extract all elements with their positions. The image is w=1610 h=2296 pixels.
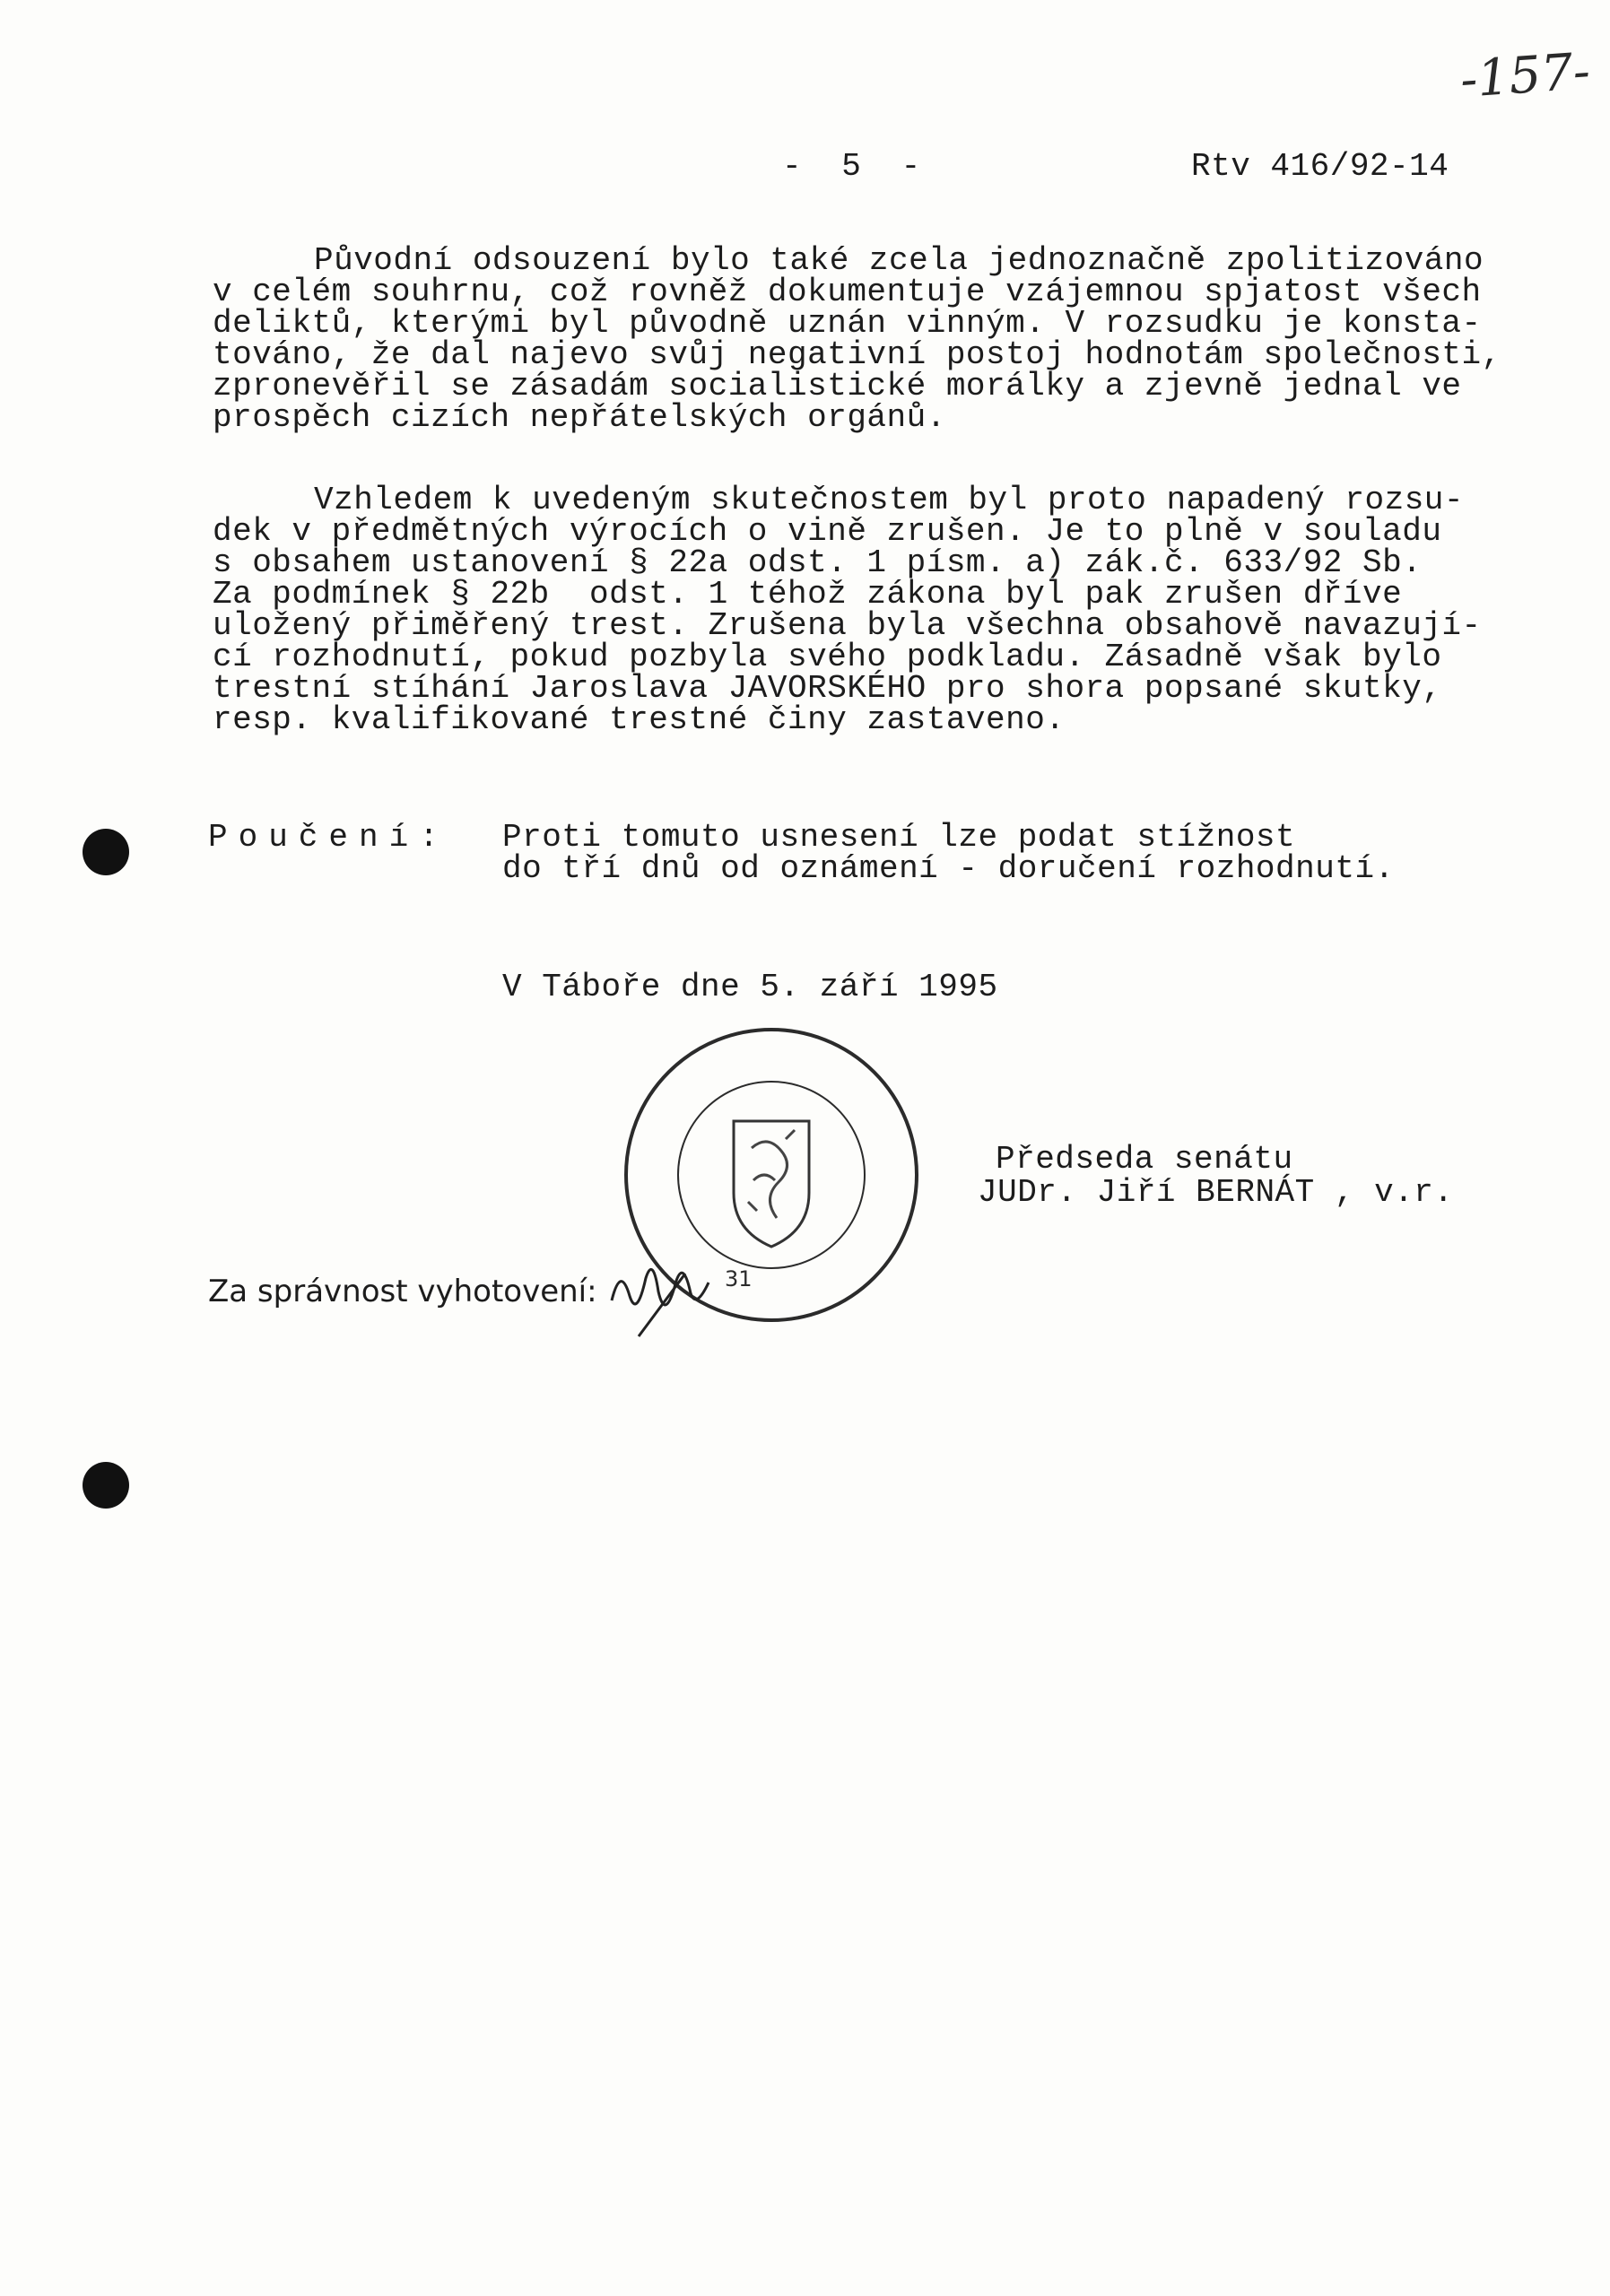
paragraph-2	[213, 482, 1482, 738]
signature-role: Předseda senátu	[996, 1141, 1293, 1178]
text-line: v celém souhrnu, což rovněž dokumentuje vzájemnou spjatost všech	[213, 274, 1482, 310]
page-number: - 5 -	[782, 148, 921, 185]
text-line: prospěch cizích nepřátelských orgánů.	[213, 399, 946, 436]
text-line: trestní stíhání Jaroslava JAVORSKÉHO pro shora popsané skutky,	[213, 670, 1442, 707]
text-line: Původní odsouzení bylo také zcela jednoznačně zpolitizováno	[314, 242, 1484, 279]
text-line: deliktů, kterými byl původně uznán vinným. V rozsudku je konsta-	[213, 305, 1482, 342]
text-line: do tří dnů od oznámení - doručení rozhodnutí.	[502, 850, 1395, 887]
certification-label: Za správnost vyhotovení:	[208, 1274, 597, 1309]
text-line: uložený přiměřený trest. Zrušena byla všechna obsahově navazují-	[213, 607, 1482, 644]
paragraph-1	[213, 242, 1501, 436]
signature-scribble-icon	[603, 1238, 746, 1345]
punch-hole-icon	[83, 1462, 129, 1509]
instruction-label: Poučení:	[208, 819, 449, 856]
text-line: dek v předmětných výrocích o vině zrušen. Je to plně v souladu	[213, 513, 1442, 550]
text-line: Za podmínek § 22b odst. 1 téhož zákona byl pak zrušen dříve	[213, 576, 1403, 613]
place-date: V Táboře dne 5. září 1995	[502, 969, 998, 1005]
text-line: cí rozhodnutí, pokud pozbyla svého podkladu. Zásadně však bylo	[213, 639, 1442, 675]
text-line: Proti tomuto usnesení lze podat stížnost	[502, 819, 1296, 856]
text-line: Vzhledem k uvedeným skutečnostem byl proto napadený rozsu-	[314, 482, 1465, 518]
text-line: s obsahem ustanovení § 22a odst. 1 písm. a) zák.č. 633/92 Sb.	[213, 544, 1423, 581]
text-line: továno, že dal najevo svůj negativní postoj hodnotám společnosti,	[213, 336, 1501, 373]
punch-hole-icon	[83, 829, 129, 875]
stamp-number: 31	[725, 1266, 753, 1292]
reference-number: Rtv 416/92-14	[1191, 148, 1449, 185]
text-line: resp. kvalifikované trestné činy zastaveno.	[213, 701, 1066, 738]
text-line: zpronevěřil se zásadám socialistické morálky a zjevně jednal ve	[213, 368, 1462, 404]
handwritten-page-number: -157-	[1458, 42, 1592, 109]
signature-name: JUDr. Jiří BERNÁT , v.r.	[978, 1174, 1454, 1211]
instruction-text	[502, 819, 1395, 887]
